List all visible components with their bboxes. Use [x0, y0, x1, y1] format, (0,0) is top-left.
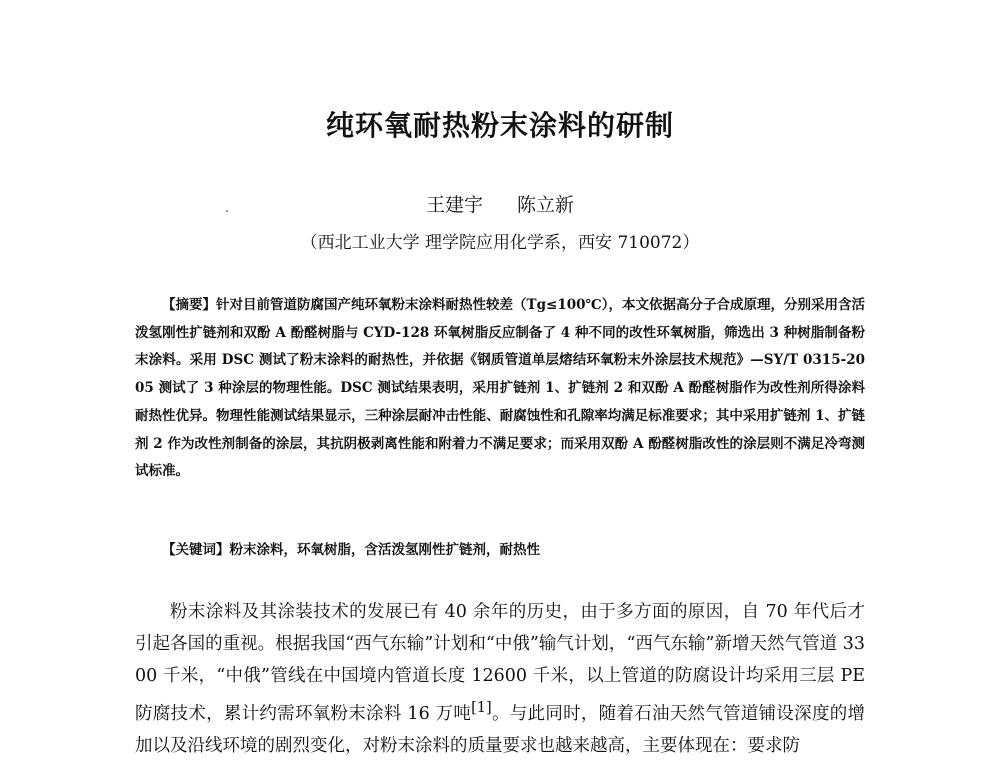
abstract-text: 针对目前管道防腐国产纯环氧粉末涂料耐热性较差（Tg≤100℃），本文依据高分子合成原理，分别采用含活泼氢刚性扩链剂和双酚 A 酚醛树脂与 CYD-128 环氧树脂反应制备了 4 种不同的改性环氧树脂，筛选出 3 种树脂制备粉末涂料。采用 DSC 测试了粉末涂料的耐热性，并依据《钢质管道单层熔结环氧粉末外涂层技术规范》—SY/T 0315-2005 测试了 3 种涂层的物理性能。DSC 测试结果表明，采用扩链剂 1、扩链剂 2 和双酚 A 酚醛树脂作为改性剂所得涂料耐热性优异。物理性能测试结果显示，三种涂层耐冲击性能、耐腐蚀性和孔隙率均满足标准要求；其中采用扩链剂 1、扩链剂 2 作为改性剂制备的涂层，其抗阴极剥离性能和附着力不满足要求；而采用双酚 A 酚醛树脂改性的涂层则不满足冷弯测试标准。	[135, 297, 866, 480]
reference-marker[interactable]: [1]	[471, 699, 492, 716]
body-text-part: 粉末涂料及其涂装技术的发展已有 40 余年的历史，由于多方面的原因，自 70 年代后才引起各国的重视。根据我国“西气东输”计划和“中俄”输气计划，“西气东输”新增天然气管道 3300 千米，“中俄”管线在中国境内管道长度 12600 千米，以上管道的防腐设计均采用三层 PE 防腐技术，累计约需环氧粉末涂料 16 万吨	[135, 602, 865, 724]
keywords-label: 【关键词】	[162, 542, 230, 558]
author-name: 王建宇	[425, 194, 483, 216]
keywords-text: 粉末涂料，环氧树脂，含活泼氢刚性扩链剂，耐热性	[229, 542, 540, 558]
scan-speck	[226, 210, 228, 212]
author-name: 陈立新	[517, 194, 575, 216]
abstract-label: 【摘要】	[162, 297, 217, 313]
affiliation: （西北工业大学 理学院应用化学系，西安 710072）	[300, 233, 700, 253]
author-list	[0, 190, 1000, 217]
body-text-part: 。与此同时，随着石油天然气管道铺设深度的增加以及沿线环境的剧烈变化，对粉末涂料的质量要求也越来越高，主要体现在：要求防	[135, 703, 865, 756]
paper-title: 纯环氧耐热粉末涂料的研制	[325, 109, 674, 142]
keywords	[162, 538, 862, 558]
abstract	[135, 292, 865, 486]
body-paragraph	[135, 596, 865, 762]
